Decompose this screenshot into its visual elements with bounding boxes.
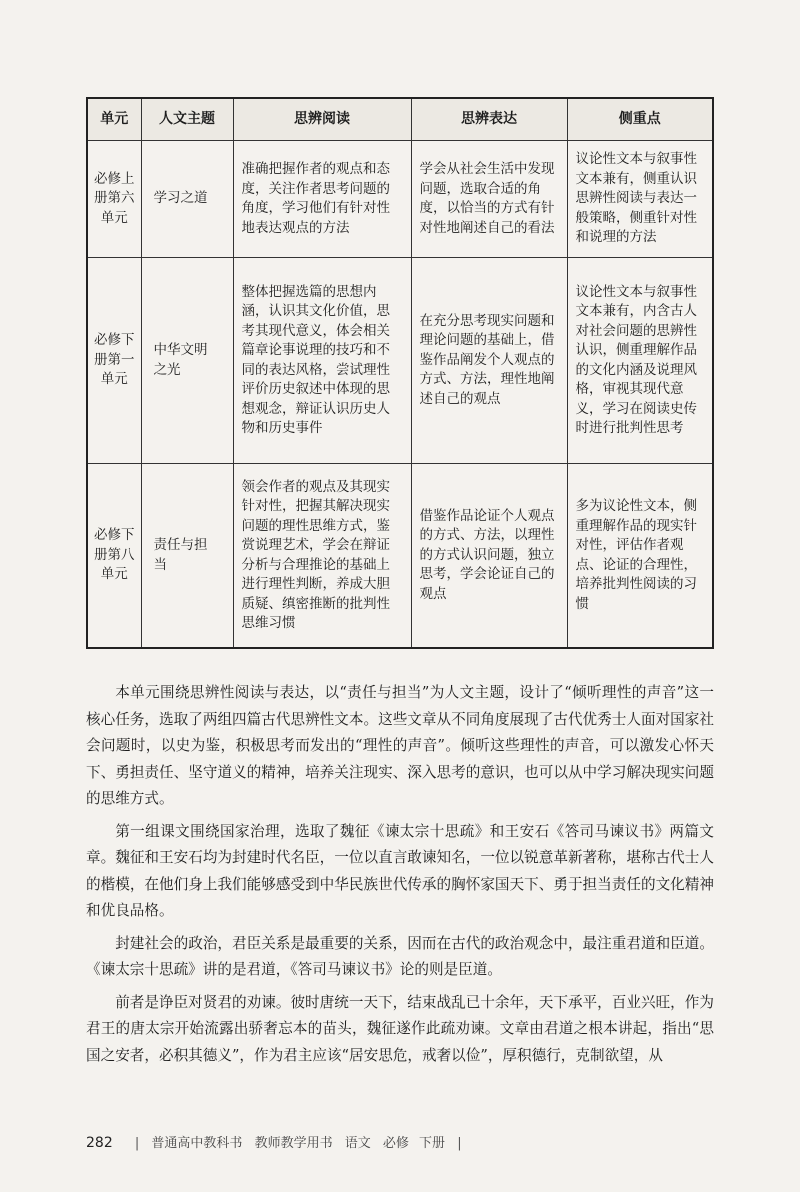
unit-cell: 必修下册第一单元	[87, 258, 141, 464]
page-number: 282	[86, 1135, 113, 1151]
footer-book: 教师教学用书	[254, 1136, 333, 1151]
footer-series: 普通高中教科书	[151, 1136, 243, 1151]
table-header-row	[87, 98, 713, 141]
theme-cell: 责任与担当	[141, 464, 233, 649]
focus-cell: 议论性文本与叙事性文本兼有，内含古人对社会问题的思辨性认识，侧重理解作品的文化内涵及说理风格，审视其现代意义，学习在阅读史传时进行批判性思考	[567, 258, 713, 464]
reading-cell: 整体把握选篇的思想内涵，认识其文化价值，思考其现代意义，体会相关篇章论事说理的技巧和不同的表达风格，尝试理性评价历史叙述中体现的思想观念，辩证认识历史人物和历史事件	[233, 258, 411, 464]
theme-cell: 学习之道	[141, 141, 233, 258]
paragraph-intro: 本单元围绕思辨性阅读与表达，以“责任与担当”为人文主题，设计了“倾听理性的声音”这一核心任务，选取了两组四篇古代思辨性文本。这些文章从不同角度展现了古代优秀士人面对国家社会问题时，以史为鉴，积极思考而发出的“理性的声音”。倾听这些理性的声音，可以激发心怀天下、勇担责任、坚守道义的精神，培养关注现实、深入思考的意识，也可以从中学习解决现实问题的思维方式。	[86, 684, 714, 807]
header-reading: 思辨阅读	[233, 98, 411, 141]
footer-volume: 必修	[382, 1136, 409, 1151]
unit-comparison-table	[86, 97, 714, 649]
expression-cell: 学会从社会生活中发现问题，选取合适的角度，以恰当的方式有针对性地阐述自己的看法	[411, 141, 567, 258]
reading-cell: 领会作者的观点及其现实针对性，把握其解决现实问题的理性思维方式，鉴赏说理艺术，学会在辩证分析与合理推论的基础上进行理性判断，养成大胆质疑、缜密推断的批判性思维习惯	[233, 464, 411, 649]
paragraph-first-group: 第一组课文围绕国家治理，选取了魏征《谏太宗十思疏》和王安石《答司马谏议书》两篇文章。魏征和王安石均为封建时代名臣，一位以直言敢谏知名，一位以锐意革新著称，堪称古代士人的楷模，在他们身上我们能够感受到中华民族世代传承的胸怀家国天下、勇于担当责任的文化精神和优良品格。	[86, 822, 714, 919]
page-footer	[86, 1132, 470, 1151]
header-focus: 侧重点	[567, 98, 713, 141]
focus-cell: 多为议论性文本，侧重理解作品的现实针对性，评估作者观点、论证的合理性，培养批判性阅读的习惯	[567, 464, 713, 649]
footer-divider: |	[457, 1136, 462, 1151]
footer-subject: 语文	[344, 1136, 371, 1151]
table-row	[87, 258, 713, 464]
table-row	[87, 464, 713, 649]
focus-cell: 议论性文本与叙事性文本兼有，侧重认识思辨性阅读与表达一般策略，侧重针对性和说理的方法	[567, 141, 713, 258]
footer-part: 下册	[419, 1136, 446, 1151]
paragraph-remonstrance: 前者是诤臣对贤君的劝谏。彼时唐统一天下，结束战乱已十余年，天下承平，百业兴旺，作为君王的唐太宗开始流露出骄奢忘本的苗头，魏征遂作此疏劝谏。文章由君道之根本讲起，指出“思国之安者，必积其德义”，作为君主应该“居安思危，戒奢以俭”，厚积德行，克制欲望，从	[86, 993, 714, 1064]
expression-cell: 在充分思考现实问题和理论问题的基础上，借鉴作品阐发个人观点的方式、方法，理性地阐述自己的观点	[411, 258, 567, 464]
header-expression: 思辨表达	[411, 98, 567, 141]
unit-cell: 必修上册第六单元	[87, 141, 141, 258]
body-text	[86, 680, 714, 1075]
paragraph-monarch-minister: 封建社会的政治，君臣关系是最重要的关系，因而在古代的政治观念中，最注重君道和臣道。《谏太宗十思疏》讲的是君道，《答司马谏议书》论的则是臣道。	[86, 934, 714, 978]
header-theme: 人文主题	[141, 98, 233, 141]
header-unit: 单元	[87, 98, 141, 141]
expression-cell: 借鉴作品论证个人观点的方式、方法，以理性的方式认识问题，独立思考，学会论证自己的观点	[411, 464, 567, 649]
table-row	[87, 141, 713, 258]
unit-cell: 必修下册第八单元	[87, 464, 141, 649]
footer-divider: |	[134, 1136, 140, 1151]
reading-cell: 准确把握作者的观点和态度，关注作者思考问题的角度，学习他们有针对性地表达观点的方法	[233, 141, 411, 258]
theme-cell: 中华文明之光	[141, 258, 233, 464]
